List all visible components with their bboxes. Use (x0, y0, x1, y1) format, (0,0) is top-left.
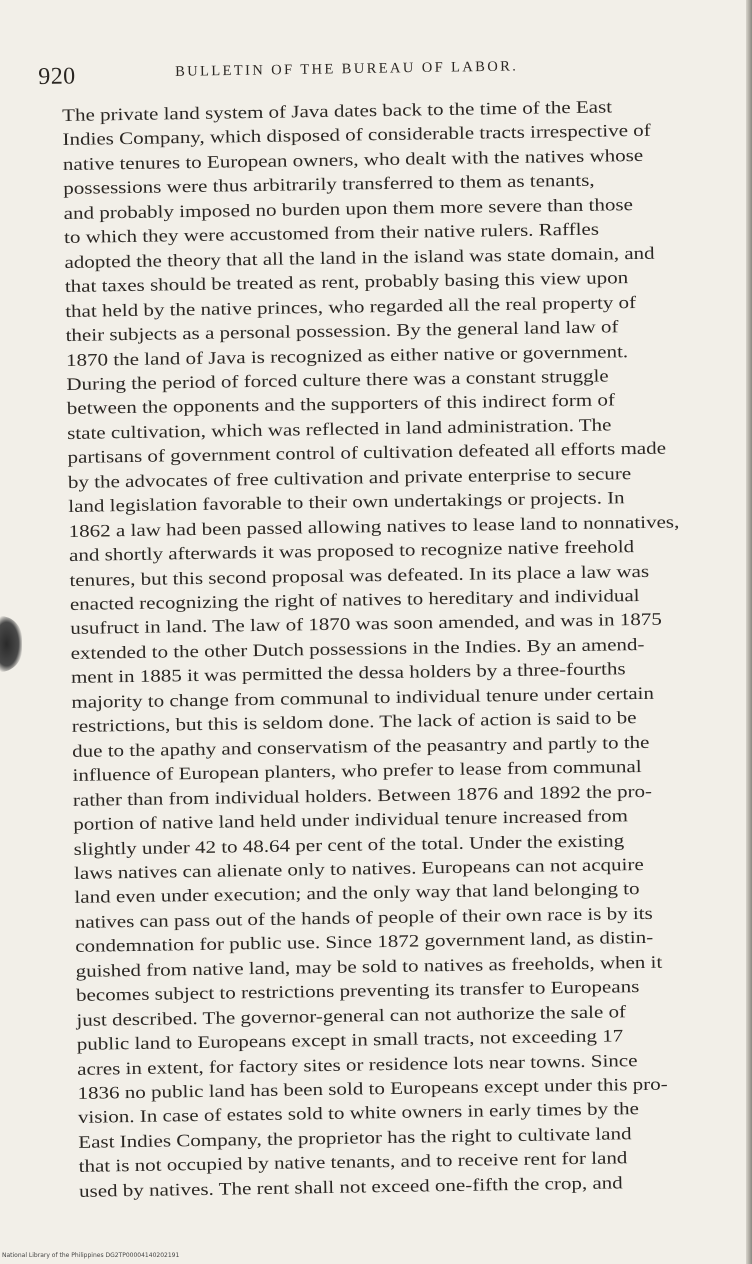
text-line: natives can pass out of the hands of people of their own race is by its (74, 902, 653, 932)
text-line: majority to change from communal to individual tenure under certain (71, 682, 655, 712)
text-line: that taxes should be treated as rent, probably basing this view upon (64, 267, 629, 297)
text-line: native tenures to European owners, who dealt with the natives whose (62, 144, 644, 174)
text-line: just described. The governor-general can not authorize the sale of (76, 1000, 627, 1030)
text-line: and probably imposed no burden upon them more severe than those (63, 193, 634, 223)
page-header (38, 54, 698, 94)
text-line: During the period of forced culture there was a constant struggle (66, 365, 609, 394)
text-line: adopted the theory that all the land in the island was state domain, and (64, 242, 655, 272)
text-line: becomes subject to restrictions preventing its transfer to Europeans (75, 976, 640, 1006)
text-line: used by natives. The rent shall not exceed one-fifth the crop, and (78, 1172, 623, 1201)
text-line: Indies Company, which disposed of considerable tracts irrespective of (62, 120, 651, 150)
text-line: enacted recognizing the right of natives to hereditary and individual (69, 584, 640, 614)
text-line: their subjects as a personal possession. By the general land law of (65, 316, 619, 346)
text-line: usufruct in land. The law of 1870 was soon amended, and was in 1875 (70, 609, 662, 639)
page-number: 920 (38, 63, 76, 90)
running-title: BULLETIN OF THE BUREAU OF LABOR. (175, 58, 519, 80)
text-line: land even under execution; and the only way that land belonging to (74, 878, 640, 908)
text-line: by the advocates of free cultivation and private enterprise to secure (67, 462, 632, 492)
binding-hole-shadow (0, 616, 22, 672)
text-line: The private land system of Java dates back to the time of the East (62, 96, 613, 125)
text-line: due to the apathy and conservatism of the peasantry and partly to the (72, 731, 650, 761)
text-line: condemnation for public use. Since 1872 government land, as distin- (75, 927, 654, 957)
text-line: between the opponents and the supporters of this indirect form of (66, 389, 616, 419)
text-line: acres in extent, for factory sites or residence lots near towns. Since (76, 1049, 638, 1079)
text-line: tenures, but this second proposal was defeated. In its place a law was (69, 560, 650, 590)
text-line: portion of native land held under individual tenure increased from (73, 805, 628, 834)
text-line: public land to Europeans except in small tracts, not exceeding 17 (76, 1025, 624, 1054)
text-line: extended to the other Dutch possessions in the Indies. By an amend- (70, 633, 645, 663)
text-line: 1836 no public land has been sold to Europeans except under this pro- (77, 1073, 668, 1103)
text-line: partisans of government control of cultivation defeated all efforts made (67, 437, 667, 468)
scan-credit: National Library of the Philippines DG2TP00004140202191 (2, 1252, 180, 1259)
text-line: guished from native land, may be sold to natives as freeholds, when it (75, 951, 663, 981)
text-line: to which they were accustomed from their native rulers. Raffles (63, 218, 600, 248)
text-line: rather than from individual holders. Between 1876 and 1892 the pro- (72, 780, 653, 810)
text-line: influence of European planters, who prefer to lease from communal (72, 756, 642, 786)
page-spine-edge (746, 0, 752, 1264)
text-line: ment in 1885 it was permitted the dessa holders by a three-fourths (70, 658, 626, 688)
text-line: slightly under 42 to 48.64 per cent of the total. Under the existing (73, 829, 625, 859)
text-line: possessions were thus arbitrarily transferred to them as tenants, (63, 169, 595, 199)
text-line: laws natives can alienate only to natives. Europeans can not acquire (73, 853, 644, 883)
text-line: that held by the native princes, who regarded all the real property of (65, 291, 637, 321)
text-line: land legislation favorable to their own undertakings or projects. In (68, 487, 625, 517)
text-line: East Indies Company, the proprietor has the right to cultivate land (78, 1123, 632, 1152)
text-line: 1870 the land of Java is recognized as either native or government. (65, 340, 629, 370)
text-line: restrictions, but this is seldom done. The lack of action is said to be (71, 707, 637, 737)
text-line: state cultivation, which was reflected in land administration. The (67, 414, 612, 443)
text-line: 1862 a law had been passed allowing natives to lease land to nonnatives, (68, 510, 680, 541)
text-line: vision. In case of estates sold to white owners in early times by the (77, 1098, 640, 1128)
text-line: and shortly afterwards it was proposed to recognize native freehold (68, 536, 635, 566)
text-line: that is not occupied by native tenants, and to receive rent for land (78, 1147, 628, 1177)
